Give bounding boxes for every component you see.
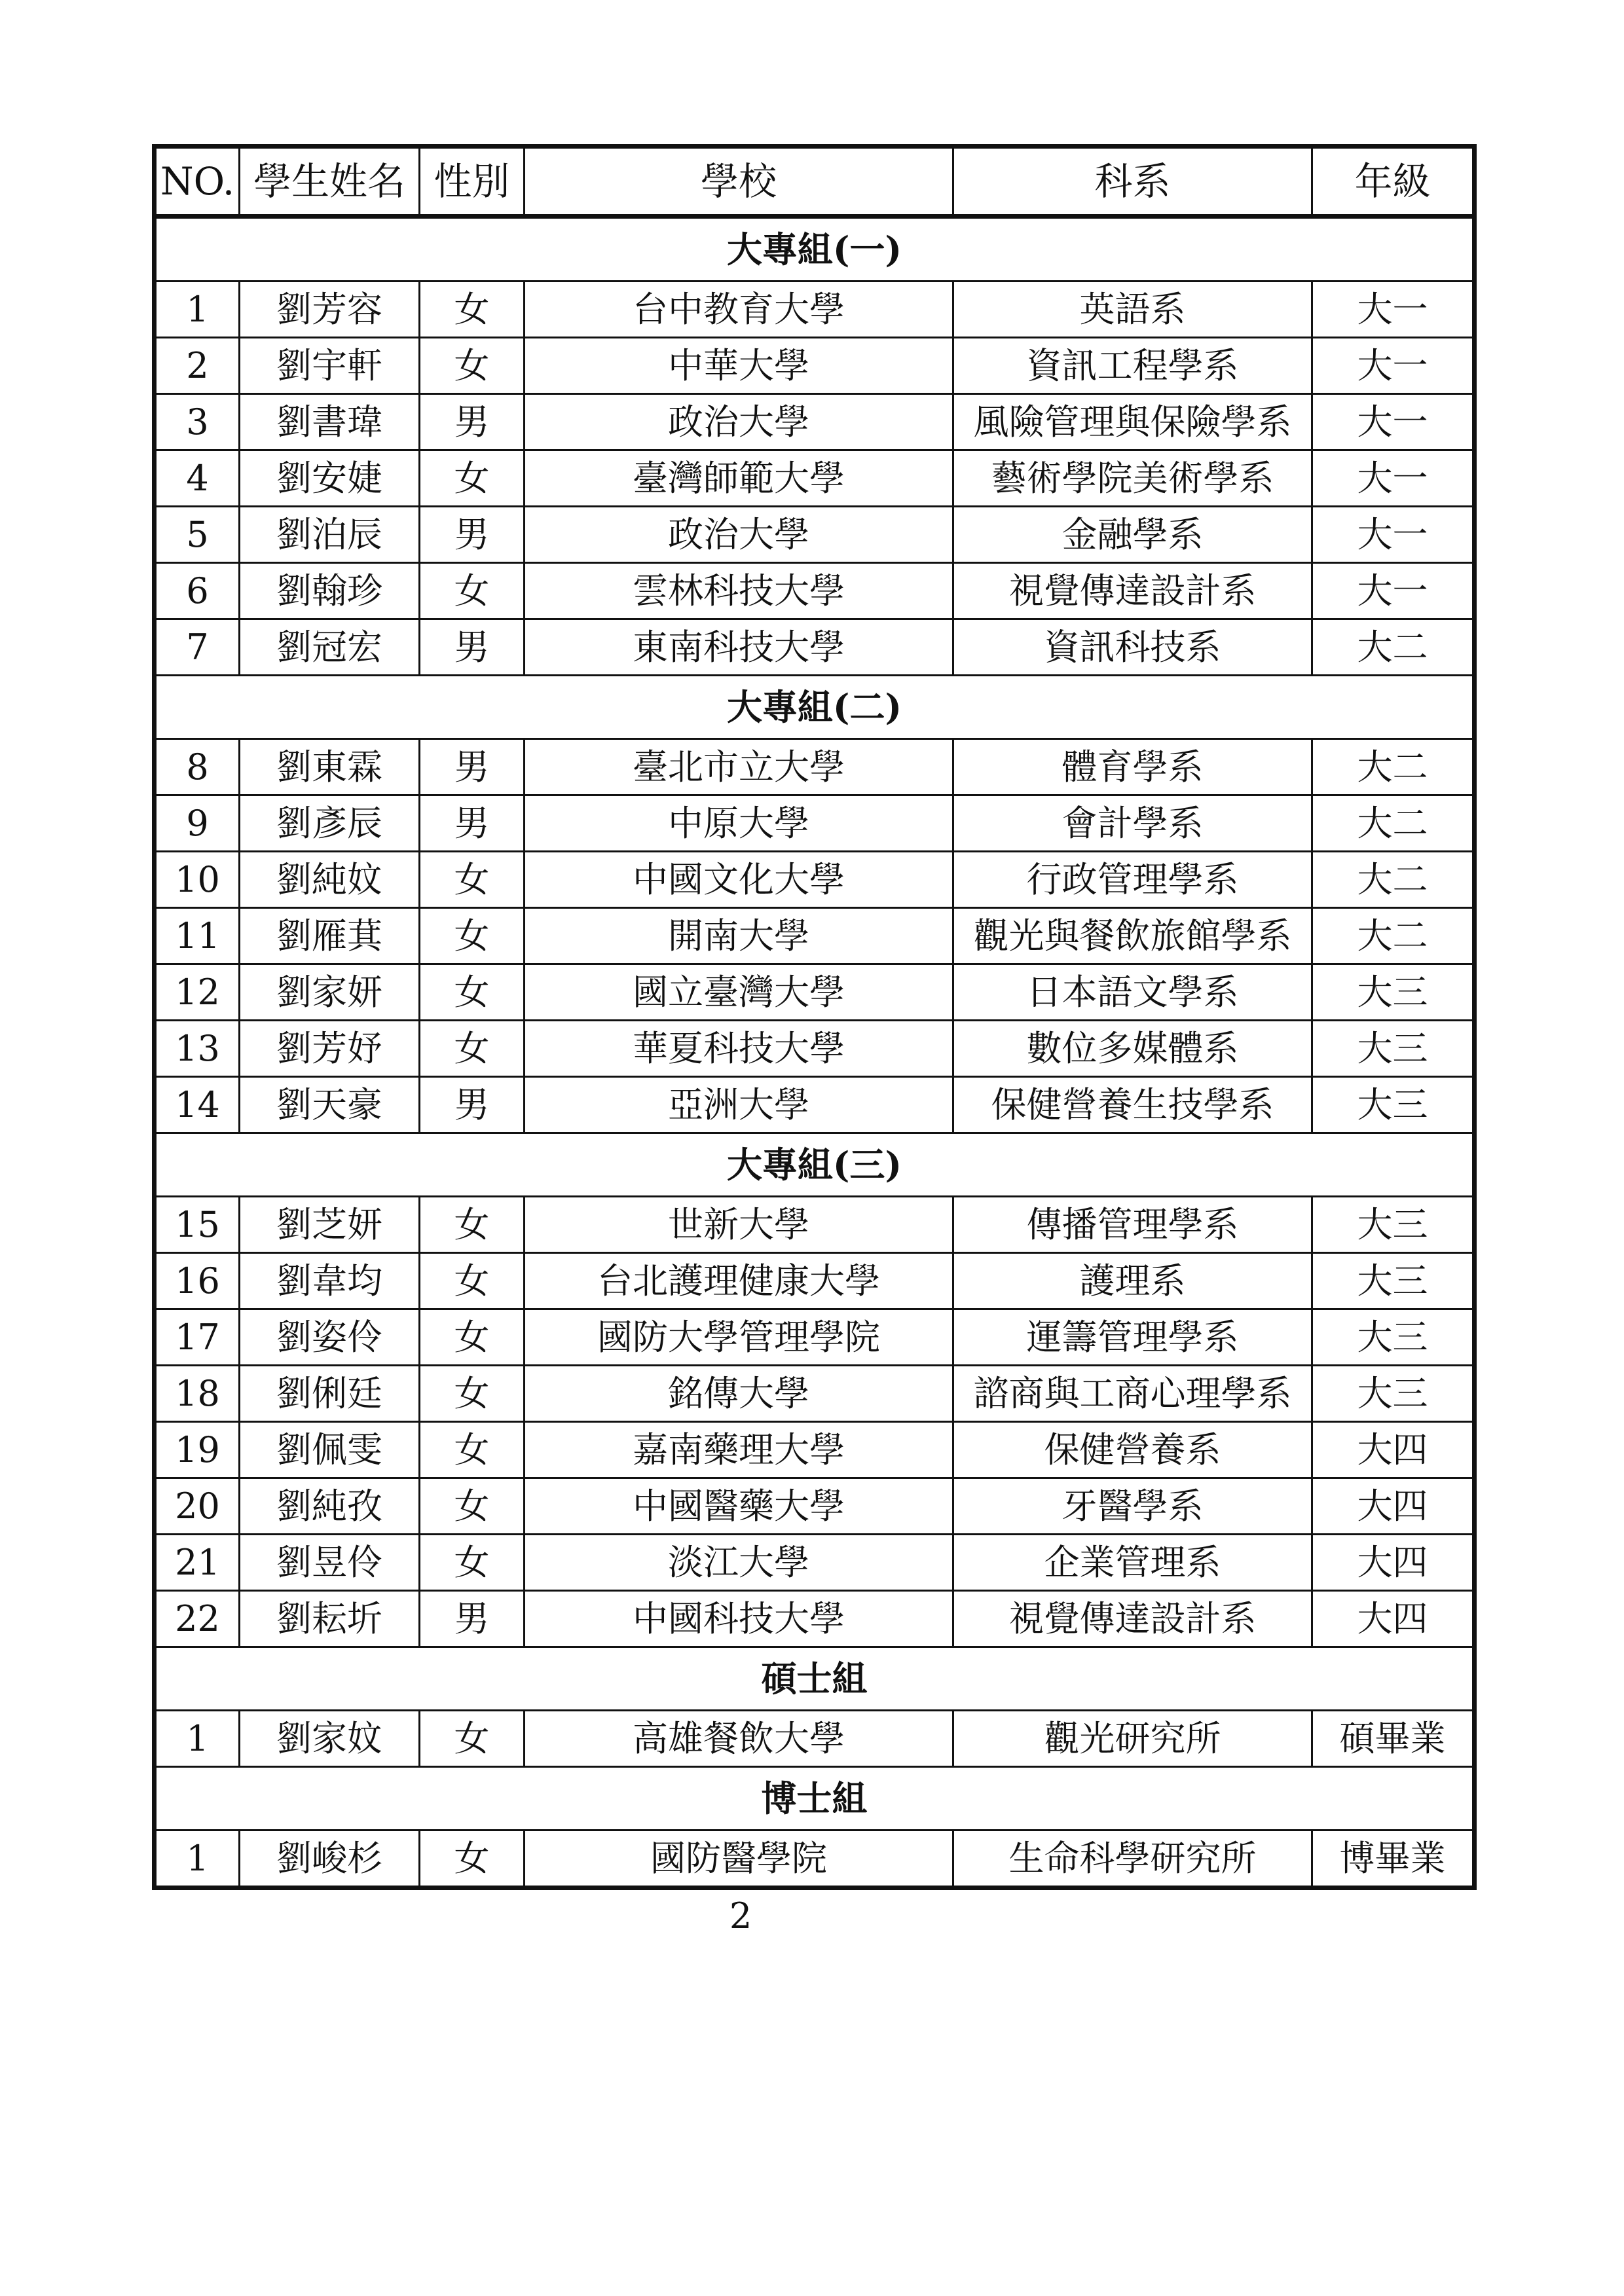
grade-cell: 博畢業 xyxy=(1312,1831,1475,1888)
department-cell: 生命科學研究所 xyxy=(953,1831,1312,1888)
grade-cell: 大四 xyxy=(1312,1591,1475,1647)
table-row xyxy=(155,964,1475,1021)
row-number-cell: 1 xyxy=(155,1711,240,1767)
student-name-cell: 劉芝妍 xyxy=(240,1197,420,1253)
grade-cell: 大三 xyxy=(1312,1309,1475,1366)
table-row xyxy=(155,795,1475,852)
student-name-cell: 劉俐廷 xyxy=(240,1366,420,1422)
school-cell: 政治大學 xyxy=(525,507,953,563)
grade-cell: 大三 xyxy=(1312,1021,1475,1077)
row-number-cell: 13 xyxy=(155,1021,240,1077)
grade-cell: 大二 xyxy=(1312,795,1475,852)
student-name-cell: 劉純妏 xyxy=(240,852,420,908)
section-header-row xyxy=(155,1647,1475,1711)
row-number-cell: 17 xyxy=(155,1309,240,1366)
row-number-cell: 1 xyxy=(155,282,240,338)
student-name-cell: 劉翰珍 xyxy=(240,563,420,619)
department-cell: 金融學系 xyxy=(953,507,1312,563)
grade-cell: 大二 xyxy=(1312,739,1475,795)
school-cell: 台中教育大學 xyxy=(525,282,953,338)
gender-cell: 女 xyxy=(420,1831,525,1888)
student-name-cell: 劉彥辰 xyxy=(240,795,420,852)
table-row xyxy=(155,852,1475,908)
row-number-cell: 22 xyxy=(155,1591,240,1647)
header-gender: 性別 xyxy=(420,147,525,217)
student-name-cell: 劉峻杉 xyxy=(240,1831,420,1888)
department-cell: 保健營養系 xyxy=(953,1422,1312,1478)
department-cell: 運籌管理學系 xyxy=(953,1309,1312,1366)
row-number-cell: 4 xyxy=(155,450,240,507)
student-name-cell: 劉宇軒 xyxy=(240,338,420,394)
table-row xyxy=(155,1021,1475,1077)
gender-cell: 女 xyxy=(420,338,525,394)
page-number: 2 xyxy=(729,1895,752,1937)
gender-cell: 女 xyxy=(420,1422,525,1478)
row-number-cell: 20 xyxy=(155,1478,240,1535)
department-cell: 保健營養生技學系 xyxy=(953,1077,1312,1133)
school-cell: 嘉南藥理大學 xyxy=(525,1422,953,1478)
table-row xyxy=(155,450,1475,507)
section-header-row xyxy=(155,1767,1475,1831)
school-cell: 中國醫藥大學 xyxy=(525,1478,953,1535)
gender-cell: 女 xyxy=(420,1021,525,1077)
grade-cell: 大二 xyxy=(1312,619,1475,676)
department-cell: 資訊工程學系 xyxy=(953,338,1312,394)
section-title: 大專組(三) xyxy=(155,1133,1475,1197)
table-row xyxy=(155,1077,1475,1133)
gender-cell: 男 xyxy=(420,394,525,450)
row-number-cell: 14 xyxy=(155,1077,240,1133)
table-row xyxy=(155,507,1475,563)
table-header xyxy=(155,147,1475,217)
row-number-cell: 5 xyxy=(155,507,240,563)
school-cell: 世新大學 xyxy=(525,1197,953,1253)
student-name-cell: 劉芳妤 xyxy=(240,1021,420,1077)
row-number-cell: 12 xyxy=(155,964,240,1021)
section-title: 碩士組 xyxy=(155,1647,1475,1711)
school-cell: 淡江大學 xyxy=(525,1535,953,1591)
department-cell: 英語系 xyxy=(953,282,1312,338)
gender-cell: 男 xyxy=(420,507,525,563)
school-cell: 臺灣師範大學 xyxy=(525,450,953,507)
school-cell: 銘傳大學 xyxy=(525,1366,953,1422)
student-name-cell: 劉冠宏 xyxy=(240,619,420,676)
student-roster-table xyxy=(152,144,1477,1890)
school-cell: 臺北市立大學 xyxy=(525,739,953,795)
school-cell: 中華大學 xyxy=(525,338,953,394)
table-row xyxy=(155,394,1475,450)
grade-cell: 大一 xyxy=(1312,338,1475,394)
table-row xyxy=(155,1422,1475,1478)
student-name-cell: 劉雁萁 xyxy=(240,908,420,964)
department-cell: 體育學系 xyxy=(953,739,1312,795)
gender-cell: 女 xyxy=(420,563,525,619)
row-number-cell: 1 xyxy=(155,1831,240,1888)
school-cell: 中原大學 xyxy=(525,795,953,852)
table-row xyxy=(155,619,1475,676)
school-cell: 開南大學 xyxy=(525,908,953,964)
school-cell: 中國科技大學 xyxy=(525,1591,953,1647)
gender-cell: 女 xyxy=(420,1309,525,1366)
section-header-row xyxy=(155,217,1475,282)
gender-cell: 女 xyxy=(420,964,525,1021)
row-number-cell: 9 xyxy=(155,795,240,852)
student-name-cell: 劉天豪 xyxy=(240,1077,420,1133)
table-row xyxy=(155,739,1475,795)
table-row xyxy=(155,338,1475,394)
student-name-cell: 劉昱伶 xyxy=(240,1535,420,1591)
school-cell: 國防大學管理學院 xyxy=(525,1309,953,1366)
school-cell: 中國文化大學 xyxy=(525,852,953,908)
row-number-cell: 19 xyxy=(155,1422,240,1478)
grade-cell: 大三 xyxy=(1312,1077,1475,1133)
school-cell: 台北護理健康大學 xyxy=(525,1253,953,1309)
gender-cell: 男 xyxy=(420,739,525,795)
school-cell: 東南科技大學 xyxy=(525,619,953,676)
gender-cell: 女 xyxy=(420,908,525,964)
department-cell: 護理系 xyxy=(953,1253,1312,1309)
table-row xyxy=(155,1478,1475,1535)
department-cell: 日本語文學系 xyxy=(953,964,1312,1021)
grade-cell: 大三 xyxy=(1312,1253,1475,1309)
student-name-cell: 劉韋均 xyxy=(240,1253,420,1309)
department-cell: 視覺傳達設計系 xyxy=(953,563,1312,619)
grade-cell: 大二 xyxy=(1312,852,1475,908)
gender-cell: 女 xyxy=(420,450,525,507)
student-name-cell: 劉東霖 xyxy=(240,739,420,795)
gender-cell: 男 xyxy=(420,1591,525,1647)
row-number-cell: 6 xyxy=(155,563,240,619)
row-number-cell: 15 xyxy=(155,1197,240,1253)
section-title: 大專組(二) xyxy=(155,676,1475,739)
grade-cell: 大四 xyxy=(1312,1535,1475,1591)
table-row xyxy=(155,1591,1475,1647)
header-student-name: 學生姓名 xyxy=(240,147,420,217)
school-cell: 高雄餐飲大學 xyxy=(525,1711,953,1767)
student-name-cell: 劉佩雯 xyxy=(240,1422,420,1478)
gender-cell: 女 xyxy=(420,1478,525,1535)
row-number-cell: 21 xyxy=(155,1535,240,1591)
school-cell: 國立臺灣大學 xyxy=(525,964,953,1021)
student-name-cell: 劉泊辰 xyxy=(240,507,420,563)
header-number: NO. xyxy=(155,147,240,217)
student-name-cell: 劉姿伶 xyxy=(240,1309,420,1366)
gender-cell: 男 xyxy=(420,619,525,676)
department-cell: 資訊科技系 xyxy=(953,619,1312,676)
grade-cell: 碩畢業 xyxy=(1312,1711,1475,1767)
grade-cell: 大三 xyxy=(1312,1366,1475,1422)
table-row xyxy=(155,282,1475,338)
section-title: 博士組 xyxy=(155,1767,1475,1831)
section-header-row xyxy=(155,1133,1475,1197)
school-cell: 政治大學 xyxy=(525,394,953,450)
row-number-cell: 10 xyxy=(155,852,240,908)
table-row xyxy=(155,563,1475,619)
grade-cell: 大三 xyxy=(1312,1197,1475,1253)
table-row xyxy=(155,1366,1475,1422)
grade-cell: 大一 xyxy=(1312,450,1475,507)
student-name-cell: 劉芳容 xyxy=(240,282,420,338)
section-header-row xyxy=(155,676,1475,739)
grade-cell: 大一 xyxy=(1312,563,1475,619)
student-name-cell: 劉耘圻 xyxy=(240,1591,420,1647)
student-name-cell: 劉家妏 xyxy=(240,1711,420,1767)
table-row xyxy=(155,1535,1475,1591)
department-cell: 企業管理系 xyxy=(953,1535,1312,1591)
grade-cell: 大一 xyxy=(1312,394,1475,450)
department-cell: 傳播管理學系 xyxy=(953,1197,1312,1253)
student-name-cell: 劉純孜 xyxy=(240,1478,420,1535)
grade-cell: 大一 xyxy=(1312,507,1475,563)
department-cell: 行政管理學系 xyxy=(953,852,1312,908)
school-cell: 國防醫學院 xyxy=(525,1831,953,1888)
gender-cell: 女 xyxy=(420,852,525,908)
header-department: 科系 xyxy=(953,147,1312,217)
gender-cell: 女 xyxy=(420,1535,525,1591)
student-name-cell: 劉書瑋 xyxy=(240,394,420,450)
row-number-cell: 7 xyxy=(155,619,240,676)
table-body xyxy=(155,217,1475,1888)
table-row xyxy=(155,1253,1475,1309)
grade-cell: 大四 xyxy=(1312,1422,1475,1478)
section-title: 大專組(一) xyxy=(155,217,1475,282)
department-cell: 數位多媒體系 xyxy=(953,1021,1312,1077)
department-cell: 牙醫學系 xyxy=(953,1478,1312,1535)
school-cell: 華夏科技大學 xyxy=(525,1021,953,1077)
school-cell: 雲林科技大學 xyxy=(525,563,953,619)
department-cell: 會計學系 xyxy=(953,795,1312,852)
department-cell: 觀光研究所 xyxy=(953,1711,1312,1767)
school-cell: 亞洲大學 xyxy=(525,1077,953,1133)
gender-cell: 男 xyxy=(420,795,525,852)
gender-cell: 女 xyxy=(420,1366,525,1422)
grade-cell: 大三 xyxy=(1312,964,1475,1021)
student-name-cell: 劉家妍 xyxy=(240,964,420,1021)
department-cell: 視覺傳達設計系 xyxy=(953,1591,1312,1647)
grade-cell: 大二 xyxy=(1312,908,1475,964)
row-number-cell: 11 xyxy=(155,908,240,964)
student-name-cell: 劉安婕 xyxy=(240,450,420,507)
department-cell: 風險管理與保險學系 xyxy=(953,394,1312,450)
table-row xyxy=(155,1197,1475,1253)
grade-cell: 大四 xyxy=(1312,1478,1475,1535)
table-row xyxy=(155,908,1475,964)
grade-cell: 大一 xyxy=(1312,282,1475,338)
gender-cell: 男 xyxy=(420,1077,525,1133)
header-row xyxy=(155,147,1475,217)
row-number-cell: 8 xyxy=(155,739,240,795)
row-number-cell: 18 xyxy=(155,1366,240,1422)
row-number-cell: 2 xyxy=(155,338,240,394)
header-grade: 年級 xyxy=(1312,147,1475,217)
table-row xyxy=(155,1309,1475,1366)
department-cell: 藝術學院美術學系 xyxy=(953,450,1312,507)
row-number-cell: 16 xyxy=(155,1253,240,1309)
department-cell: 觀光與餐飲旅館學系 xyxy=(953,908,1312,964)
table-row xyxy=(155,1711,1475,1767)
header-school: 學校 xyxy=(525,147,953,217)
gender-cell: 女 xyxy=(420,282,525,338)
department-cell: 諮商與工商心理學系 xyxy=(953,1366,1312,1422)
gender-cell: 女 xyxy=(420,1711,525,1767)
gender-cell: 女 xyxy=(420,1197,525,1253)
table-row xyxy=(155,1831,1475,1888)
gender-cell: 女 xyxy=(420,1253,525,1309)
row-number-cell: 3 xyxy=(155,394,240,450)
